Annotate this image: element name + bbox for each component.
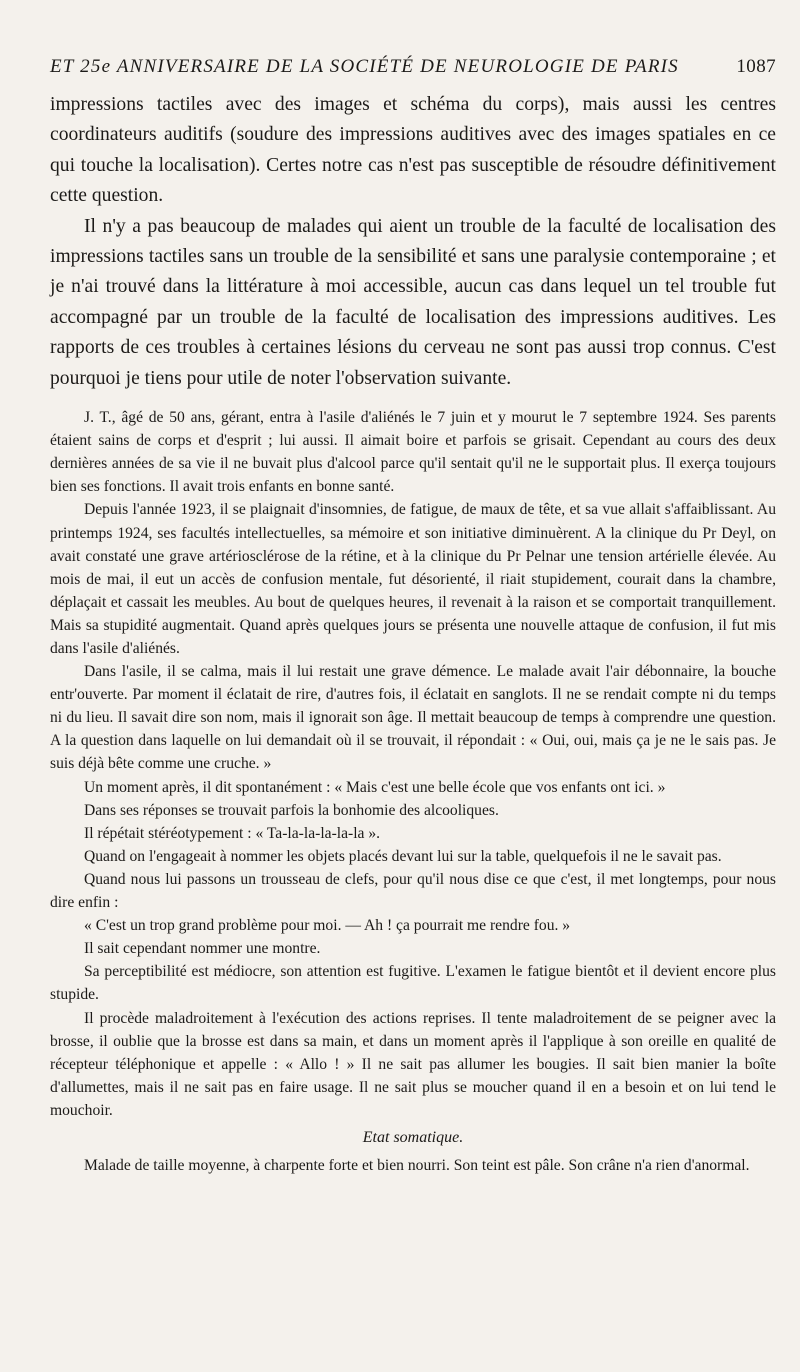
main-text (50, 90, 776, 394)
observation-paragraph: Depuis l'année 1923, il se plaignait d'insomnies, de fatigue, de maux de tête, et sa vue allait s'affaiblissant. Au printemps 1924, ses facultés intellectuelles, sa mémoire et son initiative diminuèrent. A la clinique du Pr Deyl, on avait constaté une grave artériosclérose de la rétine, et à la clinique du Pr Pelnar une tension artérielle élevée. Au mois de mai, il eut un accès de confusion mentale, fut désorienté, il riait stupidement, courait dans la chambre, déplaçait et cassait les meubles. Au bout de quelques heures, il revenait à la raison et se comportait tranquillement. Mais sa stupidité augmentait. Quand après quelques jours se présenta une nouvelle attaque de confusion, il fut mis dans l'asile d'aliénés. (50, 501, 776, 657)
observation-paragraph: Il répétait stéréotypement : « Ta-la-la-la-la-la ». (84, 824, 381, 842)
paragraph: impressions tactiles avec des images et schéma du corps), mais aussi les centres coordinateurs auditifs (soudure des impressions auditives avec des images spatiales en ce qui touche la localisation). Certes notre cas n'est pas susceptible de résoudre définitivement cette question. (50, 94, 776, 207)
observation-paragraph: Sa perceptibilité est médiocre, son attention est fugitive. L'examen le fatigue bientôt et il devient encore plus stupide. (50, 963, 776, 1004)
running-title: ET 25e ANNIVERSAIRE DE LA SOCIÉTÉ DE NEUROLOGIE DE PARIS (50, 56, 679, 77)
section-heading: Etat somatique. (362, 1128, 464, 1146)
running-header (50, 56, 776, 78)
observation-paragraph: Il sait cependant nommer une montre. (84, 940, 321, 958)
observation-paragraph: Quand on l'engageait à nommer les objets placés devant lui sur la table, quelquefois il ne le savait pas. (84, 847, 722, 865)
page-number: 1087 (736, 56, 776, 77)
case-observation (50, 406, 776, 1177)
observation-paragraph: Quand nous lui passons un trousseau de clefs, pour qu'il nous dise ce que c'est, il met longtemps, pour nous dire enfin : (50, 870, 776, 912)
observation-paragraph: J. T., âgé de 50 ans, gérant, entra à l'asile d'aliénés le 7 juin et y mourut le 7 septembre 1924. Ses parents étaient sains de corps et d'esprit ; lui aussi. Il aimait boire et parfois se grisait. Cependant au cours des deux dernières années de sa vie il ne buvait plus d'alcool parce qu'il sentait qu'il ne le supportait plus. Il exerça toujours bien ses fonctions. Il avait trois enfants en bonne santé. (50, 409, 776, 496)
observation-paragraph: « C'est un trop grand problème pour moi. — Ah ! ça pourrait me rendre fou. » (84, 917, 571, 935)
observation-paragraph: Dans ses réponses se trouvait parfois la bonhomie des alcooliques. (84, 801, 499, 819)
observation-paragraph: Dans l'asile, il se calma, mais il lui restait une grave démence. Le malade avait l'air débonnaire, la bouche entr'ouverte. Par moment il éclatait de rire, d'autres fois, il éclatait en sanglots. Il ne se rendait compte ni du temps ni du lieu. Il savait dire son nom, mais il ignorait son âge. Il mettait beaucoup de temps à comprendre une question. A la question dans laquelle on lui demandait où il se trouvait, il répondait : « Oui, oui, mais ça je ne le sais pas. Je suis déjà bête comme une cruche. » (50, 663, 776, 773)
observation-paragraph: Il procède maladroitement à l'exécution des actions reprises. Il tente maladroitement de se peigner avec la brosse, il oublie que la brosse est dans sa main, et dans un moment après il l'applique à son oreille en qualité de récepteur téléphonique et appelle : « Allo ! » Il ne sait pas allumer les bougies. Il sait bien manier la boîte d'allumettes, mais il ne sait pas en faire usage. Il ne sait plus se moucher quand il en a besoin et on lui tend le mouchoir. (50, 1009, 776, 1119)
observation-paragraph: Un moment après, il dit spontanément : « Mais c'est une belle école que vos enfants ont ici. » (84, 778, 666, 796)
section-paragraph: Malade de taille moyenne, à charpente forte et bien nourri. Son teint est pâle. Son crâne n'a rien d'anormal. (84, 1156, 750, 1174)
paragraph: Il n'y a pas beaucoup de malades qui aient un trouble de la faculté de localisation des impressions tactiles sans un trouble de la sensibilité et sans une paralysie contemporaine ; et je n'ai trouvé dans la littérature à moi accessible, aucun cas dans lequel un tel trouble fut accompagné par un trouble de la faculté de localisation des impressions auditives. Les rapports de ces troubles à certaines lésions du cerveau ne sont pas aussi trop connus. C'est pourquoi je tiens pour utile de noter l'observation suivante. (50, 215, 776, 389)
